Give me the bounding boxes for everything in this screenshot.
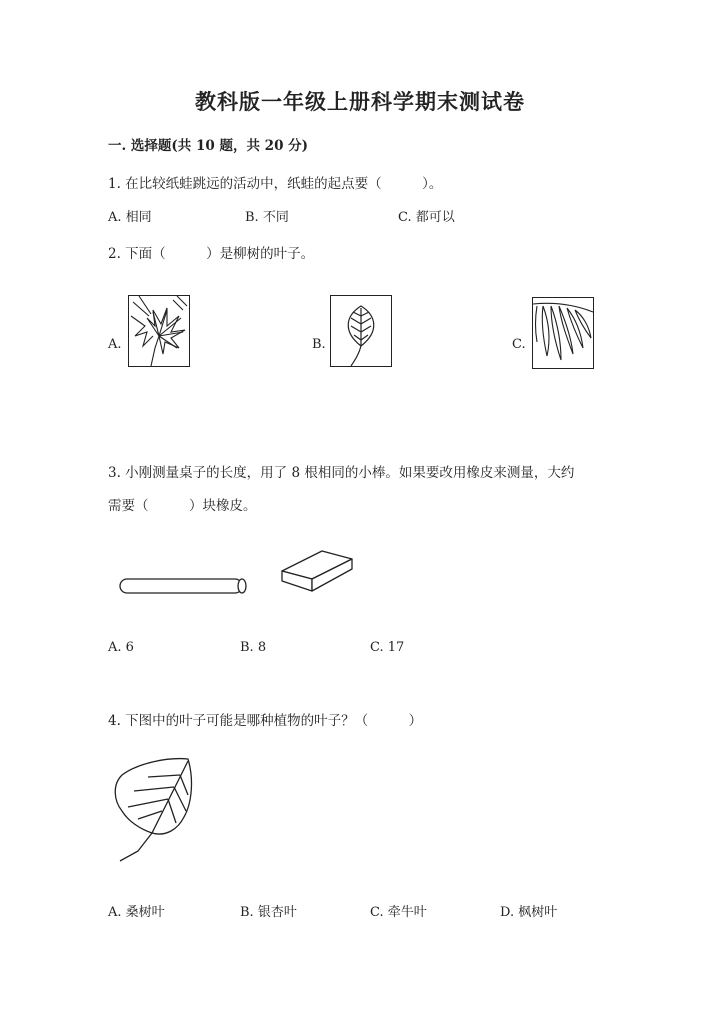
simple-leaf-icon: [330, 295, 392, 367]
question-2-stem: 2. 下面（ ）是柳树的叶子。: [108, 246, 315, 262]
question-3-option-b[interactable]: B. 8: [240, 640, 267, 655]
question-3-stem-line-2: 需要（ ）块橡皮。: [108, 498, 257, 514]
question-4-option-a[interactable]: A. 桑树叶: [108, 905, 165, 920]
mulberry-leaf-icon: [108, 755, 198, 865]
stick-icon: [118, 577, 250, 597]
question-3-stem-line-1: 3. 小刚测量桌子的长度，用了 8 根相同的小棒。如果要改用橡皮来测量，大约: [108, 465, 575, 481]
question-2-option-a[interactable]: A.: [108, 337, 122, 352]
question-2-option-c[interactable]: C.: [512, 337, 526, 352]
question-4-option-c[interactable]: C. 牵牛叶: [370, 905, 427, 920]
eraser-icon: [278, 545, 356, 595]
question-4-option-d[interactable]: D. 枫树叶: [500, 905, 558, 920]
page-title: 教科版一年级上册科学期末测试卷: [195, 89, 525, 114]
question-3-option-a[interactable]: A. 6: [108, 640, 134, 655]
section-heading: 一. 选择题(共 10 题，共 20 分): [108, 138, 309, 154]
question-4-option-b[interactable]: B. 银杏叶: [240, 905, 297, 920]
question-1-option-b[interactable]: B. 不同: [245, 210, 289, 225]
question-1-stem: 1. 在比较纸蛙跳远的活动中，纸蛙的起点要（ ）。: [108, 176, 443, 192]
question-4-stem: 4. 下图中的叶子可能是哪种植物的叶子？（ ）: [108, 713, 423, 729]
question-2-option-b[interactable]: B.: [312, 337, 326, 352]
willow-leaf-icon: [532, 297, 594, 369]
question-3-option-c[interactable]: C. 17: [370, 640, 405, 655]
maple-leaf-icon: [128, 295, 190, 367]
question-1-option-a[interactable]: A. 相同: [108, 210, 152, 225]
question-1-option-c[interactable]: C. 都可以: [398, 210, 455, 225]
